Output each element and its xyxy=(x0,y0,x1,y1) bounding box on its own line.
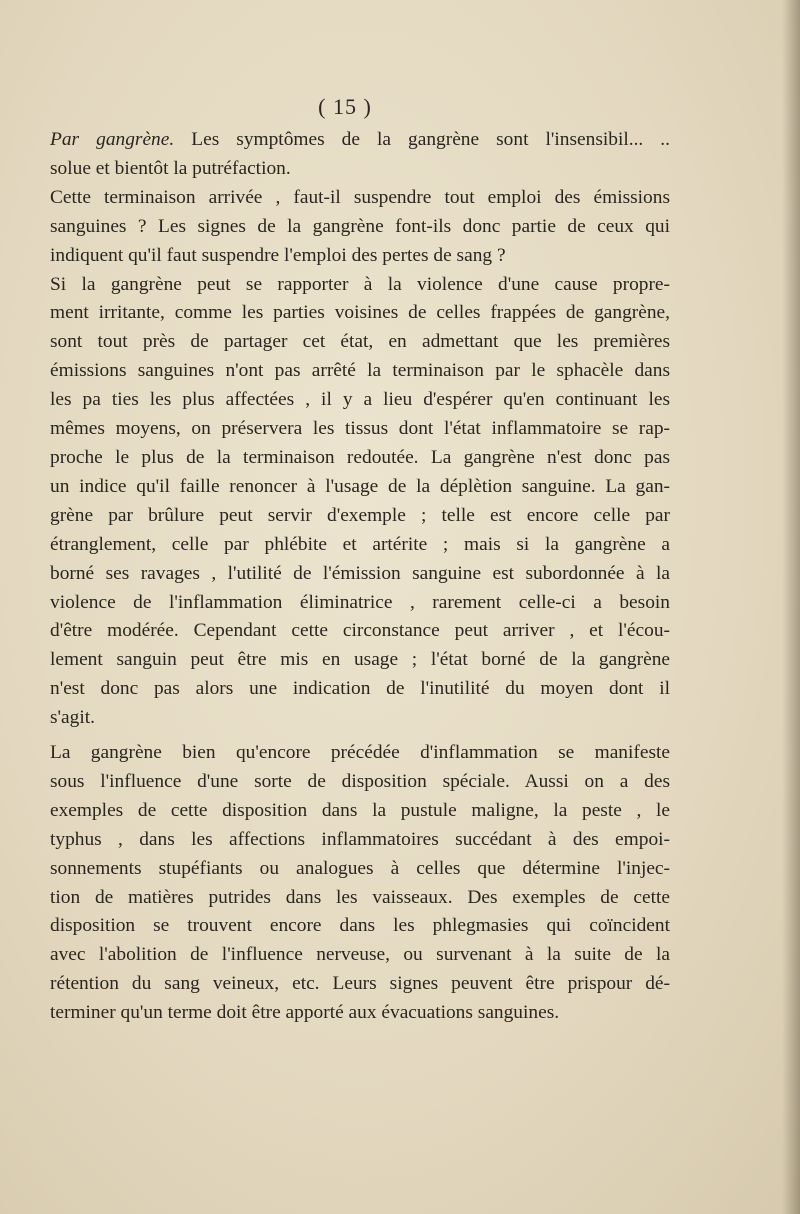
text-line: proche le plus de la terminaison redoutée. La gangrène n'est donc pas xyxy=(50,446,670,468)
text-line: Cette terminaison arrivée , faut-il suspendre tout emploi des émissions xyxy=(50,186,670,208)
paragraph xyxy=(50,271,670,734)
text-line: Si la gangrène peut se rapporter à la violence d'une cause propre- xyxy=(50,273,670,295)
text-line: disposition se trouvent encore dans les phlegmasies qui coïncident xyxy=(50,915,670,937)
text-line: sanguines ? Les signes de la gangrène font-ils donc partie de ceux qui xyxy=(50,215,670,237)
text-line: borné ses ravages , l'utilité de l'émission sanguine est subordonnée à la xyxy=(50,562,670,584)
body-text xyxy=(50,126,670,1028)
text-line: rétention du sang veineux, etc. Leurs signes peuvent être prispour dé- xyxy=(50,973,670,995)
text-line: n'est donc pas alors une indication de l'inutilité du moyen dont il xyxy=(50,678,670,700)
paragraph xyxy=(50,184,670,271)
text-line: avec l'abolition de l'influence nerveuse, ou survenant à la suite de la xyxy=(50,944,670,966)
text-line: indiquent qu'il faut suspendre l'emploi des pertes de sang ? xyxy=(50,244,506,266)
text-line: s'agit. xyxy=(50,707,95,729)
paragraph-lead: Par gangrène. xyxy=(50,129,175,150)
text-line: tion de matières putrides dans les vaisseaux. Des exemples de cette xyxy=(50,886,670,908)
text-line: étranglement, celle par phlébite et artérite ; mais si la gangrène a xyxy=(50,533,670,555)
text-line: sont tout près de partager cet état, en admettant que les premières xyxy=(50,331,670,353)
text-line: solue et bientôt la putréfaction. xyxy=(50,157,291,179)
page-number: ( 15 ) xyxy=(318,94,372,119)
text-line: lement sanguin peut être mis en usage ; l'état borné de la gangrène xyxy=(50,649,670,671)
text-line: Par gangrène. Les symptômes de la gangrène sont l'insensibil... .. xyxy=(50,129,670,150)
text-line: les pa ties les plus affectées , il y a lieu d'espérer qu'en continuant les xyxy=(50,389,670,411)
paragraph xyxy=(50,739,670,1028)
text-line: émissions sanguines n'ont pas arrêté la terminaison par le sphacèle dans xyxy=(50,360,670,382)
text-line: exemples de cette disposition dans la pustule maligne, la peste , le xyxy=(50,799,670,821)
text-line: sonnements stupéfiants ou analogues à celles que détermine l'injec- xyxy=(50,857,670,879)
paragraph xyxy=(50,126,670,184)
text-line: d'être modérée. Cependant cette circonstance peut arriver , et l'écou- xyxy=(50,620,670,642)
text-line: La gangrène bien qu'encore précédée d'inflammation se manifeste xyxy=(50,742,670,764)
text-line: mêmes moyens, on préservera les tissus dont l'état inflammatoire se rap- xyxy=(50,418,670,440)
text-line: typhus , dans les affections inflammatoires succédant à des empoi- xyxy=(50,828,670,850)
text-line: ment irritante, comme les parties voisines de celles frappées de gangrène, xyxy=(50,302,670,324)
text-line: violence de l'inflammation éliminatrice , rarement celle-ci a besoin xyxy=(50,591,670,613)
page-edge-shadow xyxy=(782,0,800,1214)
text-line: un indice qu'il faille renoncer à l'usage de la déplètion sanguine. La gan- xyxy=(50,475,670,497)
text-line: terminer qu'un terme doit être apporté aux évacuations sanguines. xyxy=(50,1002,560,1024)
text-line: grène par brûlure peut servir d'exemple ; telle est encore celle par xyxy=(50,504,670,526)
text-line: sous l'influence d'une sorte de disposition spéciale. Aussi on a des xyxy=(50,770,670,792)
